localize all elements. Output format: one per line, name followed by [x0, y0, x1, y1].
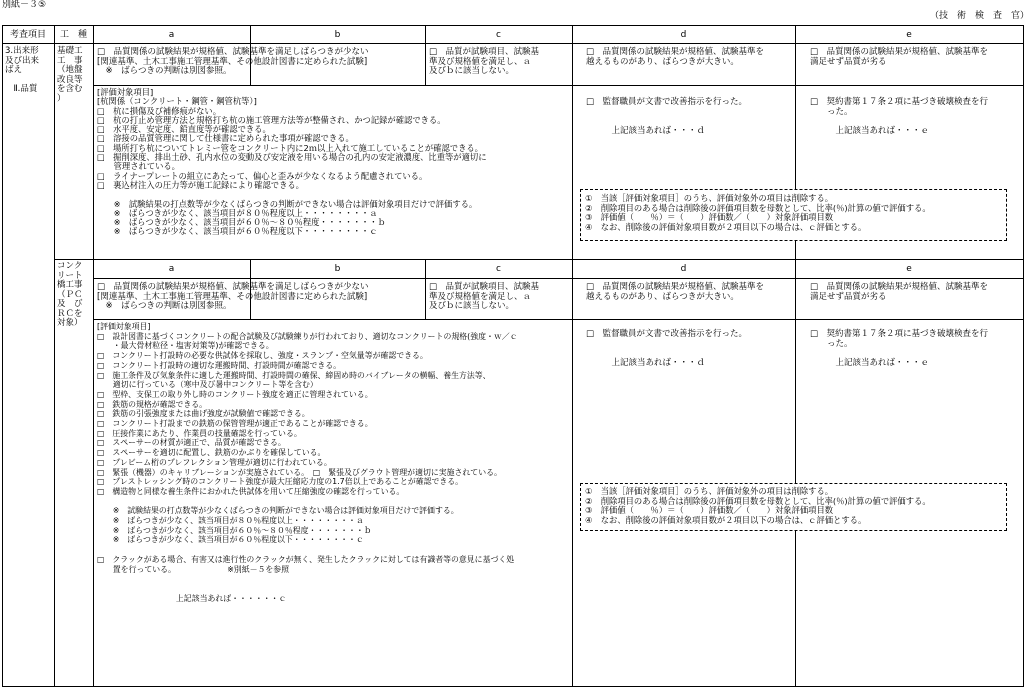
- sec2-criteria-a: □ 品質関係の試験結果が規格値、試験基準を満足しばらつきが少ない [関連基準、土木工事施工管理基準、その他設計図書に定められた試験] ※ ばらつきの判断は別図参照。: [97, 282, 369, 311]
- sec1-criteria-d: □ 品質関係の試験結果が規格値、試験基準を 越えるものがあり、ばらつきが大きい。: [586, 47, 765, 67]
- sec2-col-d: d: [680, 264, 687, 274]
- sec2-note: ① 当該［評価対象項目］のうち、評価対象外の項目は削除する。 ② 削除項目のある場合は削除後の評価項目数を母数として、比率(％)計算の値で評価する。 ③ 評価値（ ％）＝（ ）評価数／（ ）対象評価項目数 ④ なお、削除後の評価対象項目数が２項目以下の場合は、ｃ評価とする。: [585, 486, 931, 526]
- sec1-e-detail: □ 契約書第１７条２項に基づき破壊検査を行 った。 上記該当あれば・・・ｅ: [810, 97, 989, 136]
- sec2-criteria-d: □ 品質関係の試験結果が規格値、試験基準を 越えるものがあり、ばらつきが大きい。: [586, 282, 765, 302]
- sec2-kind: コンク リート 橋工事 （ＰＣ 及 び ＲＣを 対象）: [57, 261, 83, 328]
- sec2-d-detail: □ 監督職員が文書で改善指示を行った。 上記該当あれば・・・ｄ: [586, 329, 748, 368]
- inspector-label: （技 術 検 査 官）: [930, 11, 1030, 21]
- sec2-col-e: e: [906, 264, 912, 274]
- sec2-note-box: [580, 483, 1007, 531]
- header-col-d: d: [680, 30, 687, 40]
- sec1-body: [評価対象項目] [杭関係（コンクリート・鋼管・鋼管杭等）] □ 杭に損傷及び補修痕がない。 □ 杭の打止め管理方法と規格打ち杭の施工管理方法等が整備され、かつ記録が確認できる。 □ 水平度、安定度、鉛直度等が確認できる。 □ 溶接の品質管理に関して仕様書に定められた事項が確認できる。 □ 場所打ち杭についてトレミー管をコンクリート内に2ｍ以上入れて施工していることが確認できる。 □ 掘削深度、排出土砂、孔内水位の変動及び安定液を用いる場合の孔内の安定液濃度、比重等が適切に 管理されている。 □ ライナープレートの組立にあたって、偏心と歪みが少なくなるよう配慮されている。 □ 裏込材注入の圧力等が施工記録により確認できる。 ※ 試験結果の打点数等が少なくばらつきの判断ができない場合は評価対象項目だけで評価する。 ※ ばらつきが少なく、該当項目が８０％程度以上・・・・・・・・ａ ※ ばらつきが少なく、該当項目が６０％～８０％程度・・・・・・・ｂ ※ ばらつきが少なく、該当項目が６０％程度以下・・・・・・・・ｃ: [97, 87, 487, 237]
- sec1-d-detail: □ 監督職員が文書で改善指示を行った。 上記該当あれば・・・ｄ: [586, 97, 748, 136]
- header-col-b: b: [334, 30, 341, 40]
- header-col-a: a: [168, 30, 175, 40]
- sec2-body: [評価対象項目] □ 設計図書に基づくコンクリートの配合試験及び試験練りが行われており、適切なコンクリートの規格(強度・ｗ／ｃ ・最大骨材粒径・塩害対策等)が確認できる。 □ コンクリート打設時の必要な供試体を採取し、強度・スランプ・空気量等が確認できる。 □ コンクリート打設時の適切な運搬時間、打設時間が確認できる。 □ 施工条件及び気象条件に適した運搬時間、打設時間の確保、締固め時のバイブレータの横幅、養生方法等、 適切に行っている（寒中及び暑中コンクリート等を含む） □ 型枠、支保工の取り外し時のコンクリート強度を適正に管理されている。 □ 鉄筋の規格が確認できる。 □ 鉄筋の引張強度または曲げ強度が試験値で確認できる。 □ コンクリート打設までの鉄筋の保管管理が適正であることが確認できる。 □ 圧接作業にあたり、作業員の技量確認を行っている。 □ スペーサーの材質が適正で、品質が確認できる。 □ スペーサーを適切に配置し、鉄筋のかぶりを確保している。 □ プレビーム桁のプレフレクション管理が適切に行われている。 □ 緊張（機器）のキャリブレーションが実施されている。 □ 緊張及びグラウト管理が適切に実施されている。 □ プレストレッシング時のコンクリート強度が最大圧縮応力度の1.7倍以上であることが確認できる。 □ 構造物と同様な養生条件におかれた供試体を用いて圧縮強度の確認を行っている。 ※ 試験結果の打点数等が少なくばらつきの判断ができない場合は評価対象項目だけで評価する。 ※ ばらつきが少なく、該当項目が８０％程度以上・・・・・・・・ａ ※ ばらつきが少なく、該当項目が６０％～８０％程度・・・・・・・ｂ ※ ばらつきが少なく、該当項目が６０％程度以下・・・・・・・・ｃ □ クラックがある場合、有害又は進行性のクラックが無く、発生したクラックに対しては有識者等の意見に基づく処 置を行っている。 ※別紙－５を参照 上記該当あれば・・・・・・ｃ: [97, 322, 518, 603]
- sec2-col-b: b: [334, 264, 341, 274]
- sec1-note: ① 当該［評価対象項目］のうち、評価対象外の項目は削除する。 ② 削除項目のある場合は削除後の評価項目数を母数として、比率(％)計算の値で評価する。 ③ 評価値（ ％）＝（ ）評価数／（ ）対象評価項目数 ④ なお、削除後の評価対象項目数が２項目以下の場合は、ｃ評価とする。: [585, 193, 931, 233]
- sec1-criteria-c: □ 品質が試験項目、試験基 準及び規格値を満足し、ａ 及びｂに該当しない。: [429, 47, 540, 76]
- sec2-col-a: a: [168, 264, 175, 274]
- sec2-criteria-c: □ 品質が試験項目、試験基 準及び規格値を満足し、ａ 及びｂに該当しない。: [429, 282, 540, 311]
- header-col-e: e: [906, 30, 912, 40]
- sec1-note-box: [580, 189, 1007, 241]
- header-kind: 工 種: [59, 30, 87, 40]
- header-item: 考査項目: [9, 30, 46, 40]
- header-col-c: c: [496, 30, 501, 40]
- document-id: 別紙－３⑤: [2, 0, 47, 10]
- sec1-criteria-a: □ 品質関係の試験結果が規格値、試験基準を満足しばらつきが少ない [関連基準、土木工事施工管理基準、その他設計図書に定められた試験] ※ ばらつきの判断は別図参照。: [97, 47, 369, 76]
- evaluation-item: 3.出来形 及び出来 ばえ Ⅱ.品質: [5, 46, 40, 94]
- sec1-criteria-e: □ 品質関係の試験結果が規格値、試験基準を 満足せず品質が劣る: [810, 47, 989, 67]
- sec2-col-c: c: [496, 264, 501, 274]
- sec1-kind: 基礎工 工 事 （地盤 改良等 を含む ）: [57, 46, 83, 104]
- sec2-criteria-e: □ 品質関係の試験結果が規格値、試験基準を 満足せず品質が劣る: [810, 282, 989, 302]
- sec2-e-detail: □ 契約書第１７条２項に基づき破壊検査を行 った。 上記該当あれば・・・ｅ: [810, 329, 989, 368]
